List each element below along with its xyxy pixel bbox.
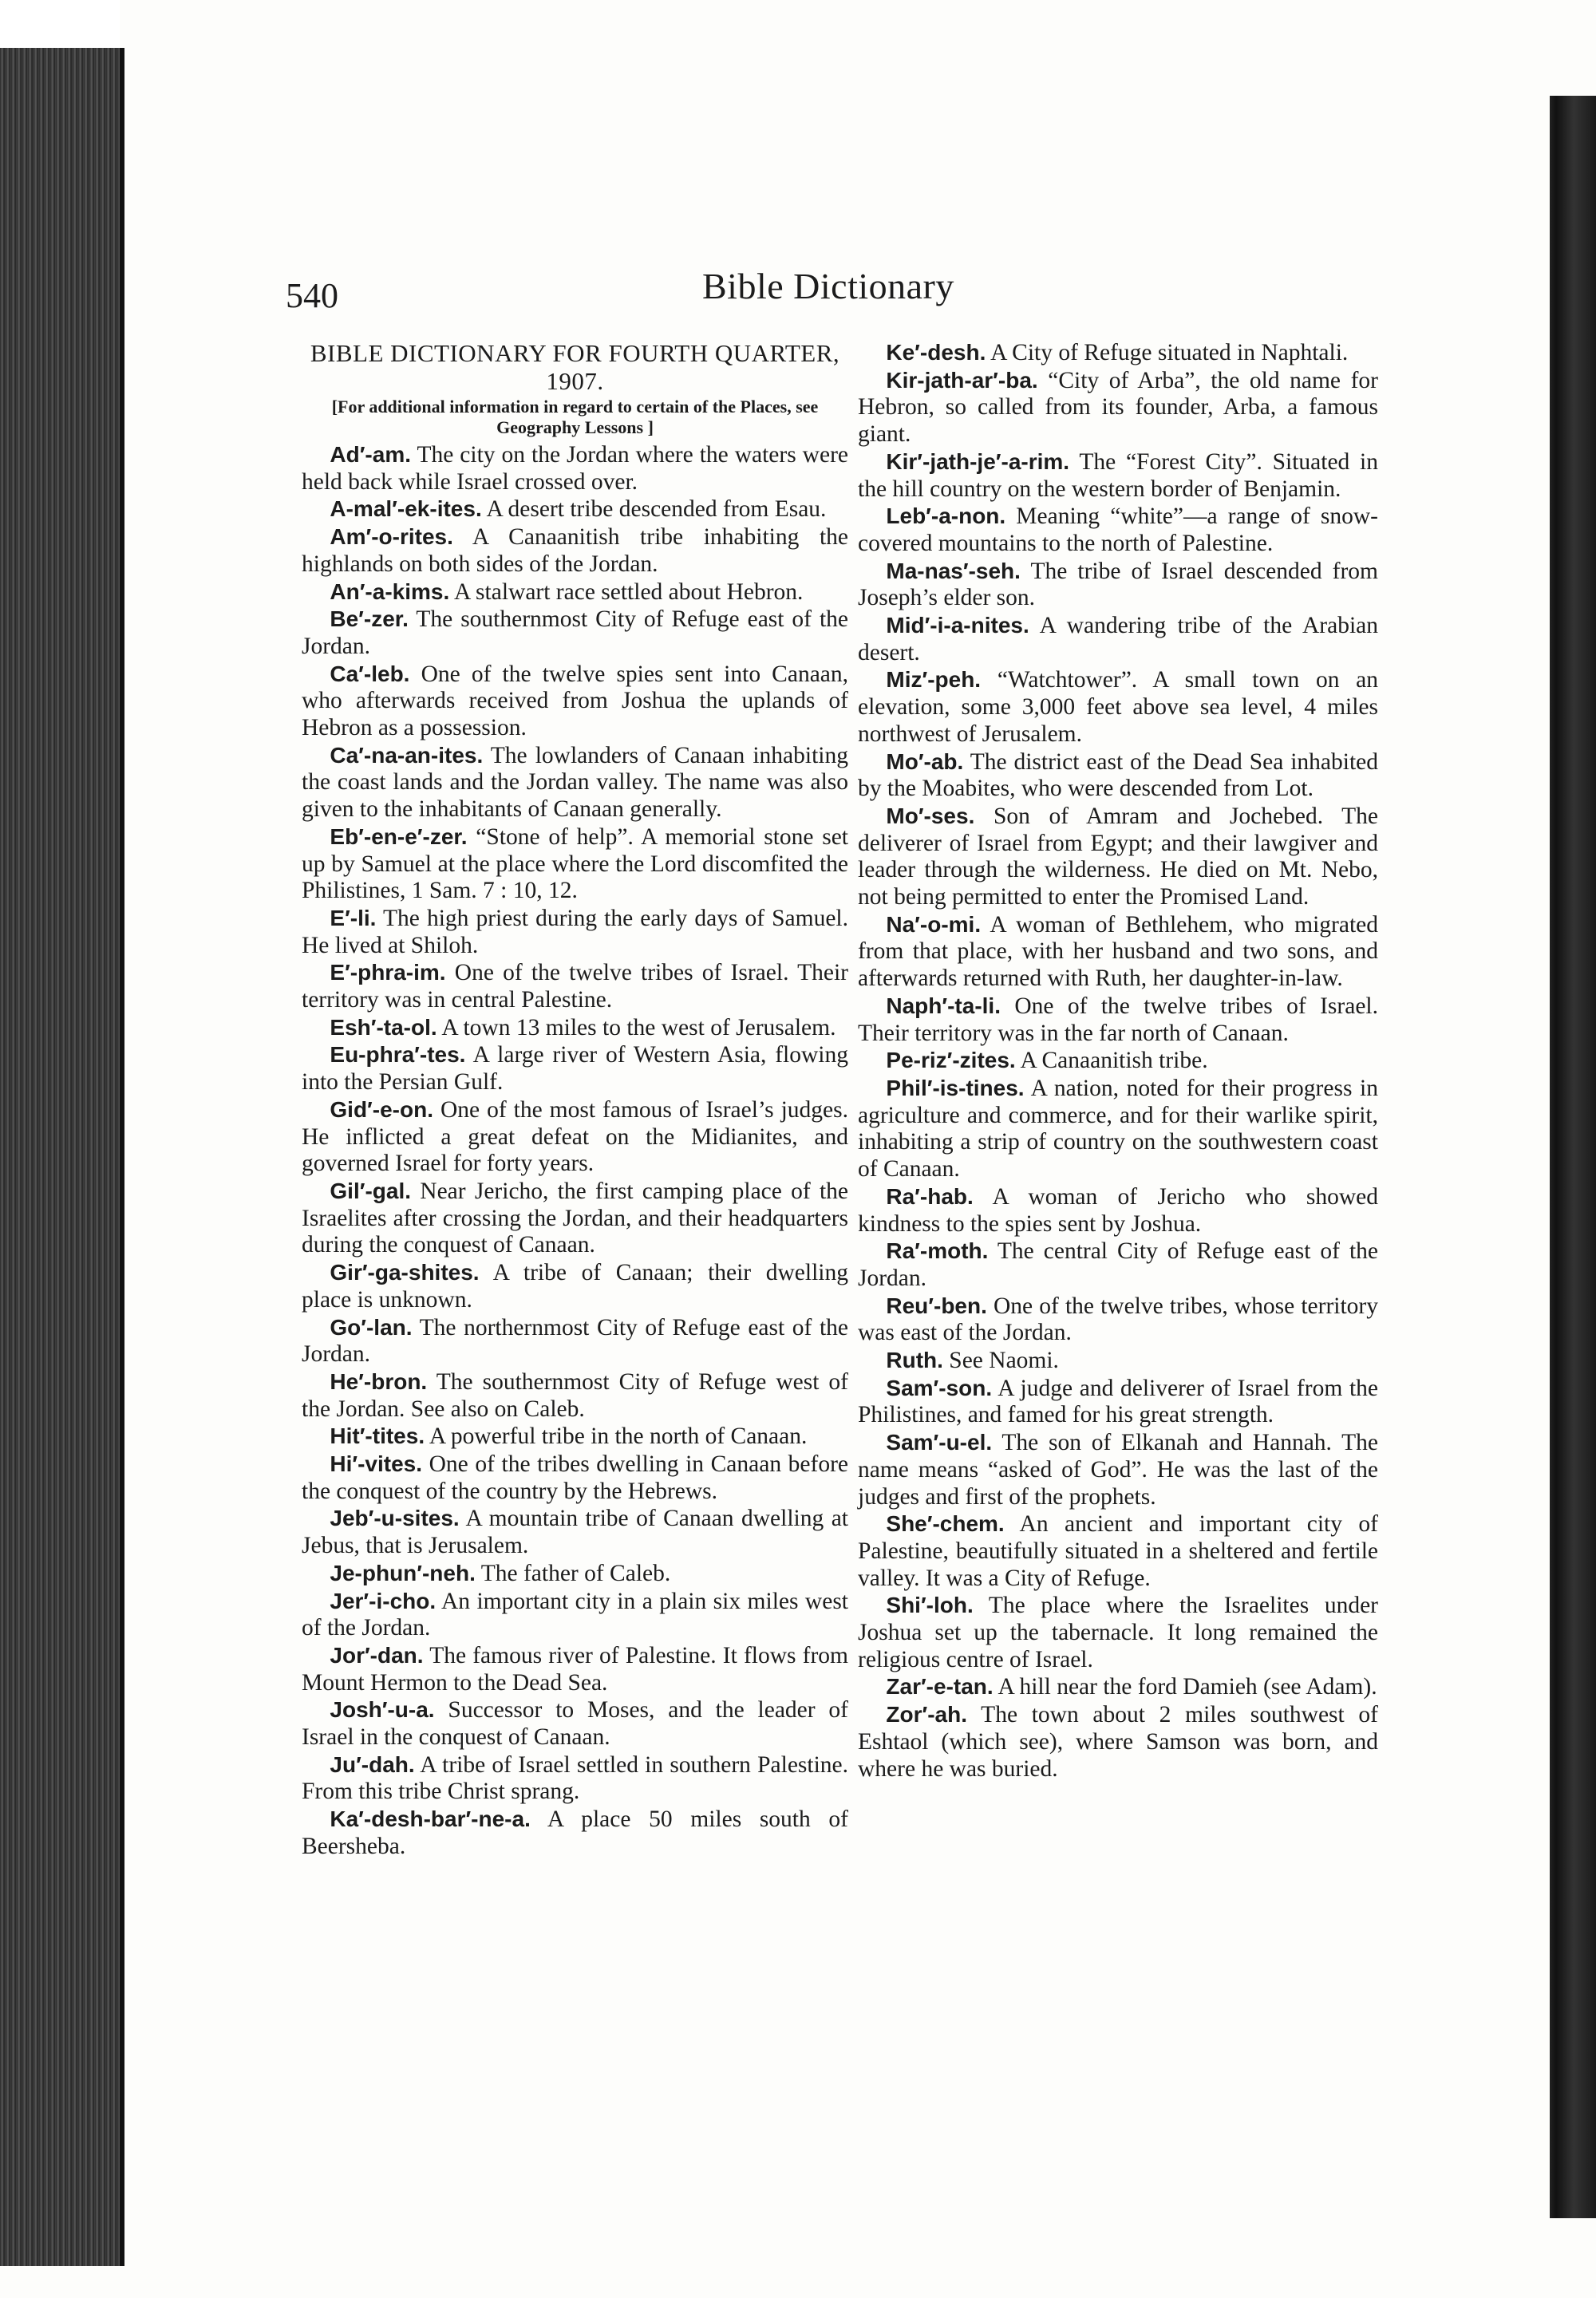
dictionary-entry — [858, 803, 1378, 911]
dictionary-entry — [302, 1696, 848, 1751]
entry-definition: A large river of Western Asia, flowing into the Persian Gulf. — [302, 1042, 848, 1096]
entry-definition: The famous river of Palestine. It flows from Mount Hermon to the Dead Sea. — [302, 1642, 849, 1696]
entry-term: Ka′-desh-bar′-ne-a. — [330, 1806, 531, 1832]
entry-definition: One of the tribes dwelling in Canaan before the conquest of the country by the Hebrews. — [302, 1451, 848, 1504]
dictionary-entry — [302, 823, 848, 905]
entry-definition: The city on the Jordan where the waters were held back while Israel crossed over. — [302, 442, 848, 495]
entry-term: Ju′-dah. — [330, 1751, 415, 1777]
entry-definition: Near Jericho, the first camping place of the Israelites after crossing the Jordan, and their headquarters during the conquest of Canaan. — [302, 1178, 849, 1258]
entry-term: Go′-lan. — [330, 1314, 413, 1340]
entry-term: Pe-riz′-zites. — [886, 1048, 1016, 1073]
entry-term: Jer′-i-cho. — [330, 1588, 437, 1613]
entry-term: Gil′-gal. — [330, 1178, 411, 1203]
dictionary-entry — [302, 1505, 848, 1559]
dictionary-entry — [302, 441, 848, 496]
entry-term: Ad′-am. — [330, 442, 411, 467]
entry-definition: The tribe of Israel descended from Joseph’s elder son. — [858, 558, 1378, 611]
entry-term: Ma-nas′-seh. — [886, 558, 1021, 583]
entry-definition: A judge and deliverer of Israel from the Philistines, and famed for his great strength. — [858, 1375, 1378, 1428]
entry-definition: The northernmost City of Refuge east of the Jordan. — [302, 1314, 848, 1368]
right-column — [858, 339, 1378, 1783]
entry-definition: “Stone of help”. A memorial stone set up by Samuel at the place where the Lord discomfited the Philistines, 1 Sam. 7 : 10, 12. — [302, 823, 848, 904]
dictionary-entry — [858, 1510, 1378, 1592]
entry-term: Esh′-ta-ol. — [330, 1014, 437, 1040]
dictionary-entry — [858, 748, 1378, 803]
entry-definition: A woman of Bethlehem, who migrated from that place, with her husband and two sons, and afterwards returned with Ruth, her daughter-in-law. — [858, 911, 1378, 992]
entry-definition: The southernmost City of Refuge east of the Jordan. — [302, 606, 848, 659]
entry-definition: An ancient and important city of Palestine, beautifully situated in a sheltered and fertile valley. It was a City of Refuge. — [858, 1511, 1378, 1591]
entry-definition: A town 13 miles to the west of Jerusalem. — [441, 1014, 836, 1040]
entry-term: Am′-o-rites. — [330, 524, 453, 550]
entry-term: Phil′-is-tines. — [886, 1075, 1025, 1100]
entry-term: Mo′-ab. — [886, 748, 964, 774]
entry-definition: A City of Refuge situated in Naphtali. — [990, 340, 1349, 365]
entry-term: Mid′-i-a-nites. — [886, 613, 1029, 638]
entry-term: Gid′-e-on. — [330, 1096, 433, 1122]
entry-definition: One of the most famous of Israel’s judges. He inflicted a great defeat on the Midianites, and governed Israel for forty years. — [302, 1096, 848, 1177]
entry-definition: A Canaanitish tribe inhabiting the highlands on both sides of the Jordan. — [302, 524, 848, 577]
entry-definition: A hill near the ford Damieh (see Adam). — [998, 1674, 1377, 1700]
dictionary-entry — [302, 1751, 848, 1806]
entry-definition: The “Forest City”. Situated in the hill country on the western border of Benjamin. — [858, 448, 1378, 502]
dictionary-entry — [302, 1806, 848, 1860]
entry-definition: See Naomi. — [949, 1348, 1059, 1374]
dictionary-entry — [302, 1041, 848, 1096]
entry-term: Kir′-jath-je′-a-rim. — [886, 448, 1070, 474]
adjacent-page-edge — [1550, 96, 1596, 2218]
entry-definition: The father of Caleb. — [480, 1560, 671, 1586]
entry-term: Sam′-son. — [886, 1375, 993, 1400]
dictionary-entry — [302, 959, 848, 1013]
entry-term: Na′-o-mi. — [886, 911, 982, 937]
entry-definition: The district east of the Dead Sea inhabited by the Moabites, who were descended from Lot. — [858, 748, 1378, 802]
entry-term: Shi′-loh. — [886, 1593, 974, 1618]
dictionary-entry — [858, 612, 1378, 666]
dictionary-entry — [858, 448, 1378, 503]
section-heading: BIBLE DICTIONARY FOR FOURTH QUARTER, 1907. — [310, 339, 840, 395]
entry-term: He′-bron. — [330, 1368, 428, 1394]
entry-definition: The southernmost City of Refuge west of the Jordan. See also on Caleb. — [302, 1368, 849, 1422]
entry-definition: A stalwart race settled about Hebron. — [454, 578, 804, 605]
running-head: Bible Dictionary — [702, 266, 954, 306]
right-entry-list — [858, 339, 1378, 1783]
dictionary-entry — [302, 905, 848, 959]
entry-definition: An important city in a plain six miles west of the Jordan. — [302, 1588, 848, 1641]
entry-definition: One of the twelve tribes, whose territory was east of the Jordan. — [858, 1293, 1378, 1346]
entry-term: Naph′-ta-li. — [886, 993, 1001, 1018]
entry-term: Josh′-u-a. — [330, 1697, 435, 1723]
dictionary-entry — [858, 911, 1378, 993]
page-margin-top — [0, 0, 120, 48]
entry-definition: “City of Arba”, the old name for Hebron, so called from its founder, Arba, a famous giant. — [858, 367, 1378, 448]
dictionary-entry — [858, 666, 1378, 748]
dictionary-entry — [302, 523, 848, 578]
entry-term: Jeb′-u-sites. — [330, 1506, 460, 1531]
dictionary-entry — [858, 1238, 1378, 1292]
entry-term: Je-phun′-neh. — [330, 1560, 476, 1585]
dictionary-entry — [302, 1588, 848, 1642]
dictionary-entry — [302, 1560, 848, 1588]
book-spine-edge — [0, 48, 124, 2266]
entry-term: Jor′-dan. — [330, 1642, 424, 1668]
entry-term: Ruth. — [886, 1348, 943, 1373]
left-column — [302, 339, 848, 1861]
dictionary-entry — [858, 367, 1378, 448]
section-note: [For additional information in regard to certain of the Places, see Geography Lessons ] — [331, 397, 819, 437]
entry-definition: The place where the Israelites under Joshua set up the tabernacle. It long remained the religious centre of Israel. — [858, 1593, 1378, 1672]
dictionary-entry — [858, 1592, 1378, 1673]
entry-term: Miz′-peh. — [886, 667, 982, 693]
dictionary-entry — [858, 1047, 1378, 1075]
entry-definition: “Watchtower”. A small town on an elevation, some 3,000 feet above sea level, 4 miles northwest of Jerusalem. — [858, 667, 1379, 747]
dictionary-entry — [302, 1314, 848, 1368]
entry-term: Be′-zer. — [330, 606, 409, 632]
dictionary-entry — [858, 1183, 1378, 1238]
page-number: 540 — [286, 276, 338, 315]
entry-term: Ra′-moth. — [886, 1238, 989, 1264]
entry-definition: The high priest during the early days of Samuel. He lived at Shiloh. — [302, 905, 848, 958]
entry-definition: One of the twelve tribes of Israel. Their territory was in central Palestine. — [302, 960, 849, 1013]
entry-definition: Meaning “white”—a range of snow-covered mountains to the north of Palestine. — [858, 503, 1378, 556]
entry-definition: The town about 2 miles southwest of Eshtaol (which see), where Samson was born, and where he was buried. — [858, 1702, 1379, 1782]
entry-term: Eb′-en-e′-zer. — [330, 823, 468, 849]
dictionary-entry — [858, 1075, 1378, 1183]
entry-term: An′-a-kims. — [330, 578, 450, 604]
dictionary-entry — [302, 742, 848, 823]
entry-term: Gir′-ga-shites. — [330, 1260, 480, 1285]
entry-term: Ca′-leb. — [330, 661, 410, 686]
dictionary-entry — [302, 1178, 848, 1259]
dictionary-entry — [858, 1701, 1378, 1783]
entry-definition: A tribe of Canaan; their dwelling place is unknown. — [302, 1260, 848, 1313]
dictionary-entry — [858, 1347, 1378, 1375]
entry-definition: A wandering tribe of the Arabian desert. — [858, 613, 1378, 665]
entry-term: E′-li. — [330, 905, 377, 930]
entry-definition: One of the twelve tribes of Israel. Their territory was in the far north of Canaan. — [858, 993, 1378, 1046]
entry-term: She′-chem. — [886, 1511, 1005, 1537]
entry-term: Eu-phra′-tes. — [330, 1042, 466, 1068]
dictionary-entry — [302, 1451, 848, 1505]
dictionary-entry — [302, 606, 848, 660]
entry-term: Sam′-u-el. — [886, 1430, 993, 1455]
entry-term: Ke′-desh. — [886, 340, 986, 365]
entry-definition: The son of Elkanah and Hannah. The name means “asked of God”. He was the last of the judges and first of the prophets. — [858, 1430, 1378, 1510]
dictionary-entry — [302, 1014, 848, 1042]
entry-definition: The central City of Refuge east of the Jordan. — [858, 1238, 1379, 1291]
dictionary-entry — [858, 1293, 1378, 1347]
entry-definition: Son of Amram and Jochebed. The deliverer of Israel from Egypt; and their lawgiver and leader through the wilderness. He died on Mt. Nebo, not being permitted to enter the Promised Land. — [858, 803, 1379, 910]
entry-term: A-mal′-ek-ites. — [330, 496, 482, 522]
entry-definition: Successor to Moses, and the leader of Israel in the conquest of Canaan. — [302, 1697, 848, 1751]
dictionary-entry — [858, 1429, 1378, 1510]
dictionary-entry — [302, 1096, 848, 1178]
dictionary-entry — [302, 1368, 848, 1423]
dictionary-entry — [302, 661, 848, 742]
dictionary-entry — [858, 558, 1378, 612]
dictionary-entry — [302, 578, 848, 606]
entry-definition: A desert tribe descended from Esau. — [486, 496, 827, 523]
dictionary-entry — [858, 993, 1378, 1047]
dictionary-entry — [858, 339, 1378, 367]
entry-definition: A tribe of Israel settled in southern Palestine. From this tribe Christ sprang. — [302, 1751, 849, 1805]
entry-term: Kir-jath-ar′-ba. — [886, 367, 1038, 393]
dictionary-entry — [302, 1423, 848, 1451]
entry-definition: The lowlanders of Canaan inhabiting the coast lands and the Jordan valley. The name was also given to the inhabitants of Canaan generally. — [302, 742, 848, 823]
left-entry-list — [302, 441, 848, 1861]
entry-term: Mo′-ses. — [886, 803, 975, 828]
entry-definition: One of the twelve spies sent into Canaan, who afterwards received from Joshua the uplands of Hebron as a possession. — [302, 661, 849, 741]
entry-definition: A nation, noted for their progress in agriculture and commerce, and for their warlike spirit, inhabiting a strip of country on the southwestern coast of Canaan. — [858, 1075, 1378, 1183]
entry-definition: A Canaanitish tribe. — [1020, 1048, 1208, 1074]
dictionary-entry — [302, 1642, 848, 1696]
entry-term: Ca′-na-an-ites. — [330, 742, 484, 768]
entry-term: Reu′-ben. — [886, 1293, 987, 1318]
entry-term: Hit′-tites. — [330, 1423, 425, 1449]
entry-definition: A place 50 miles south of Beersheba. — [302, 1806, 848, 1859]
dictionary-entry — [302, 1259, 848, 1313]
dictionary-entry — [858, 1673, 1378, 1701]
entry-term: E′-phra-im. — [330, 960, 446, 985]
entry-definition: A powerful tribe in the north of Canaan. — [429, 1423, 808, 1450]
entry-term: Ra′-hab. — [886, 1183, 974, 1209]
dictionary-entry — [858, 503, 1378, 557]
dictionary-entry — [302, 496, 848, 523]
entry-definition: A mountain tribe of Canaan dwelling at Jebus, that is Jerusalem. — [302, 1506, 848, 1559]
entry-term: Leb′-a-non. — [886, 503, 1006, 529]
entry-definition: A woman of Jericho who showed kindness to the spies sent by Joshua. — [858, 1183, 1379, 1237]
entry-term: Zor′-ah. — [886, 1702, 967, 1727]
entry-term: Hi′-vites. — [330, 1451, 423, 1477]
dictionary-entry — [858, 1375, 1378, 1429]
entry-term: Zar′-e-tan. — [886, 1674, 994, 1700]
